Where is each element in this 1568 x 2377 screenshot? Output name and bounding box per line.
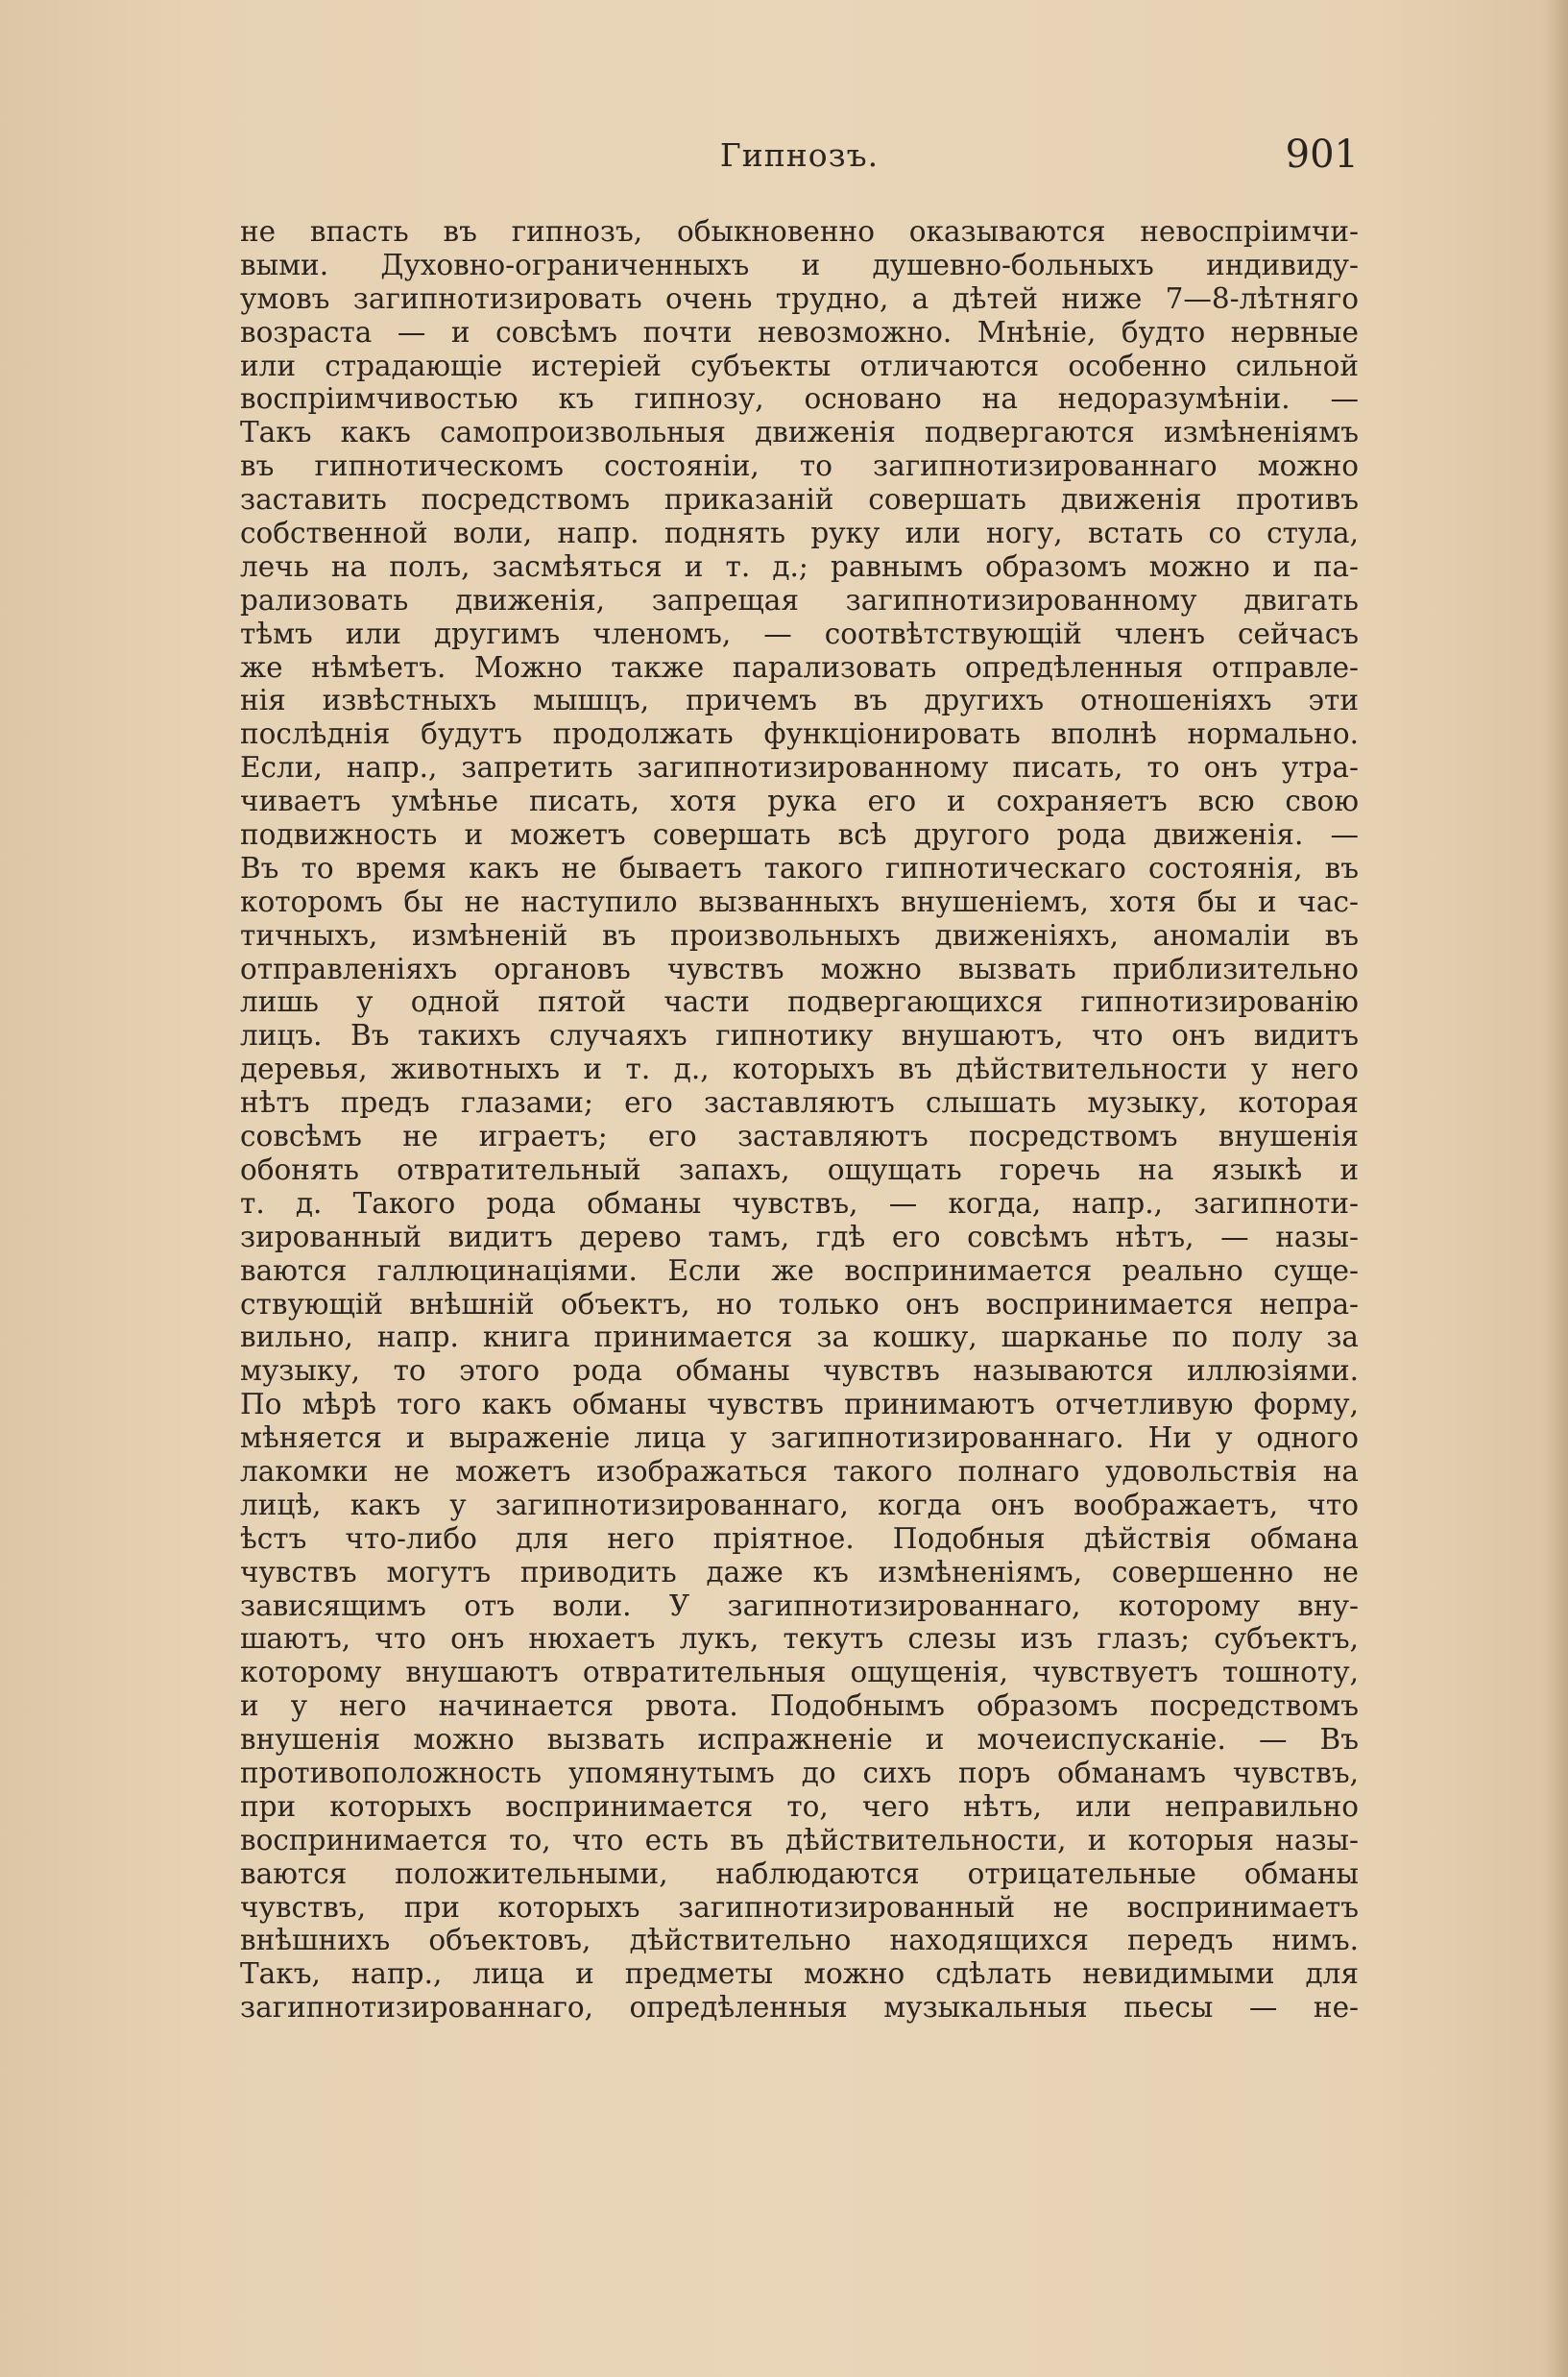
text-line: собственной воли, напр. поднять руку или ногу, встать со стула, bbox=[240, 517, 1359, 550]
text-line: ваются галлюцинаціями. Если же воспринимается реально суще- bbox=[240, 1253, 1359, 1287]
text-line: лишь у одной пятой части подвергающихся гипнотизированію bbox=[240, 985, 1359, 1019]
text-line: шаютъ, что онъ нюхаетъ лукъ, текутъ слезы изъ глазъ; субъектъ, bbox=[240, 1622, 1359, 1656]
text-line: По мѣрѣ того какъ обманы чувствъ принимаютъ отчетливую форму, bbox=[240, 1388, 1359, 1421]
text-line: вильно, напр. книга принимается за кошку, шарканье по полу за bbox=[240, 1321, 1359, 1354]
text-line: Въ то время какъ не бываетъ такого гипнотическаго состоянія, въ bbox=[240, 851, 1359, 885]
text-line: зависящимъ отъ воли. У загипнотизированнаго, которому вну- bbox=[240, 1589, 1359, 1622]
text-line: послѣднія будутъ продолжать функціонировать вполнѣ нормально. bbox=[240, 717, 1359, 751]
text-line: т. д. Такого рода обманы чувствъ, — когда, напр., загипноти- bbox=[240, 1186, 1359, 1220]
text-line: воспринимается то, что есть въ дѣйствительности, и которыя назы- bbox=[240, 1823, 1359, 1856]
text-line: лечь на полъ, засмѣяться и т. д.; равнымъ образомъ можно и па- bbox=[240, 549, 1359, 583]
text-line: ѣстъ что-либо для него пріятное. Подобныя дѣйствія обмана bbox=[240, 1521, 1359, 1555]
text-line: музыку, то этого рода обманы чувствъ называются иллюзіями. bbox=[240, 1354, 1359, 1388]
text-line: воспріимчивостью къ гипнозу, основано на недоразумѣніи. — bbox=[240, 382, 1359, 416]
text-line: обонять отвратительный запахъ, ощущать горечь на языкѣ и bbox=[240, 1152, 1359, 1186]
text-line: которому внушаютъ отвратительныя ощущенія, чувствуетъ тошноту, bbox=[240, 1656, 1359, 1689]
text-line: противоположность упомянутымъ до сихъ поръ обманамъ чувствъ, bbox=[240, 1756, 1359, 1789]
text-line: внушенія можно вызвать испражненіе и мочеиспусканіе. — Въ bbox=[240, 1723, 1359, 1757]
text-line: и у него начинается рвота. Подобнымъ образомъ посредствомъ bbox=[240, 1689, 1359, 1723]
text-line: лакомки не можетъ изображаться такого полнаго удовольствія на bbox=[240, 1454, 1359, 1488]
text-line: Такъ какъ самопроизвольныя движенія подвергаются измѣненіямъ bbox=[240, 416, 1359, 449]
text-line: тѣмъ или другимъ членомъ, — соотвѣтствующій членъ сейчасъ bbox=[240, 617, 1359, 650]
page-edge-shadow bbox=[1545, 0, 1568, 2377]
text-line: деревья, животныхъ и т. д., которыхъ въ дѣйствительности у него bbox=[240, 1053, 1359, 1086]
text-line: заставить посредствомъ приказаній совершать движенія противъ bbox=[240, 483, 1359, 517]
text-line: зированный видитъ дерево тамъ, гдѣ его совсѣмъ нѣтъ, — назы- bbox=[240, 1220, 1359, 1253]
text-line: рализовать движенія, запрещая загипнотизированному двигать bbox=[240, 583, 1359, 617]
text-line: Если, напр., запретить загипнотизированному писать, то онъ утра- bbox=[240, 751, 1359, 785]
text-line: при которыхъ воспринимается то, чего нѣтъ, или неправильно bbox=[240, 1789, 1359, 1823]
text-line: тичныхъ, измѣненій въ произвольныхъ движеніяхъ, аномаліи въ bbox=[240, 918, 1359, 952]
text-line: ствующій внѣшній объектъ, но только онъ воспринимается непра- bbox=[240, 1287, 1359, 1321]
running-head bbox=[240, 133, 1359, 190]
text-line: чиваетъ умѣнье писать, хотя рука его и сохраняетъ всю свою bbox=[240, 785, 1359, 818]
page-number: 901 bbox=[1285, 133, 1359, 177]
text-line: которомъ бы не наступило вызванныхъ внушеніемъ, хотя бы и час- bbox=[240, 885, 1359, 918]
text-line: нѣтъ предъ глазами; его заставляютъ слышать музыку, которая bbox=[240, 1086, 1359, 1120]
text-line: возраста — и совсѣмъ почти невозможно. Мнѣніе, будто нервные bbox=[240, 315, 1359, 349]
text-line: же нѣмѣетъ. Можно также парализовать опредѣленныя отправле- bbox=[240, 650, 1359, 684]
page-header-title: Гипнозъ. bbox=[719, 136, 880, 174]
body-text bbox=[240, 215, 1359, 2025]
text-line: или страдающіе истеріей субъекты отличаются особенно сильной bbox=[240, 349, 1359, 382]
text-line: чувствъ могутъ приводить даже къ измѣненіямъ, совершенно не bbox=[240, 1555, 1359, 1589]
text-line: въ гипнотическомъ состояніи, то загипнотизированнаго можно bbox=[240, 449, 1359, 483]
text-line: совсѣмъ не играетъ; его заставляютъ посредствомъ внушенія bbox=[240, 1120, 1359, 1153]
text-line: ваются положительными, наблюдаются отрицательные обманы bbox=[240, 1856, 1359, 1890]
text-line: лицѣ, какъ у загипнотизированнаго, когда онъ воображаетъ, что bbox=[240, 1488, 1359, 1521]
text-line: мѣняется и выраженіе лица у загипнотизированнаго. Ни у одного bbox=[240, 1421, 1359, 1455]
text-line: загипнотизированнаго, опредѣленныя музыкальныя пьесы — не- bbox=[240, 1991, 1359, 2025]
text-line: Такъ, напр., лица и предметы можно сдѣлать невидимыми для bbox=[240, 1957, 1359, 1991]
text-line: отправленіяхъ органовъ чувствъ можно вызвать приблизительно bbox=[240, 952, 1359, 985]
text-line: подвижность и можетъ совершать всѣ другого рода движенія. — bbox=[240, 818, 1359, 852]
text-line: нія извѣстныхъ мышцъ, причемъ въ другихъ отношеніяхъ эти bbox=[240, 684, 1359, 717]
text-line: выми. Духовно-ограниченныхъ и душевно-больныхъ индивиду- bbox=[240, 248, 1359, 281]
text-line: лицъ. Въ такихъ случаяхъ гипнотику внушаютъ, что онъ видитъ bbox=[240, 1019, 1359, 1053]
text-line: внѣшнихъ объектовъ, дѣйствительно находящихся передъ нимъ. bbox=[240, 1924, 1359, 1957]
text-line: не впасть въ гипнозъ, обыкновенно оказываются невоспріимчи- bbox=[240, 215, 1359, 248]
text-line: чувствъ, при которыхъ загипнотизированный не воспринимаетъ bbox=[240, 1890, 1359, 1924]
text-line: умовъ загипнотизировать очень трудно, а дѣтей ниже 7—8-лѣтняго bbox=[240, 281, 1359, 315]
